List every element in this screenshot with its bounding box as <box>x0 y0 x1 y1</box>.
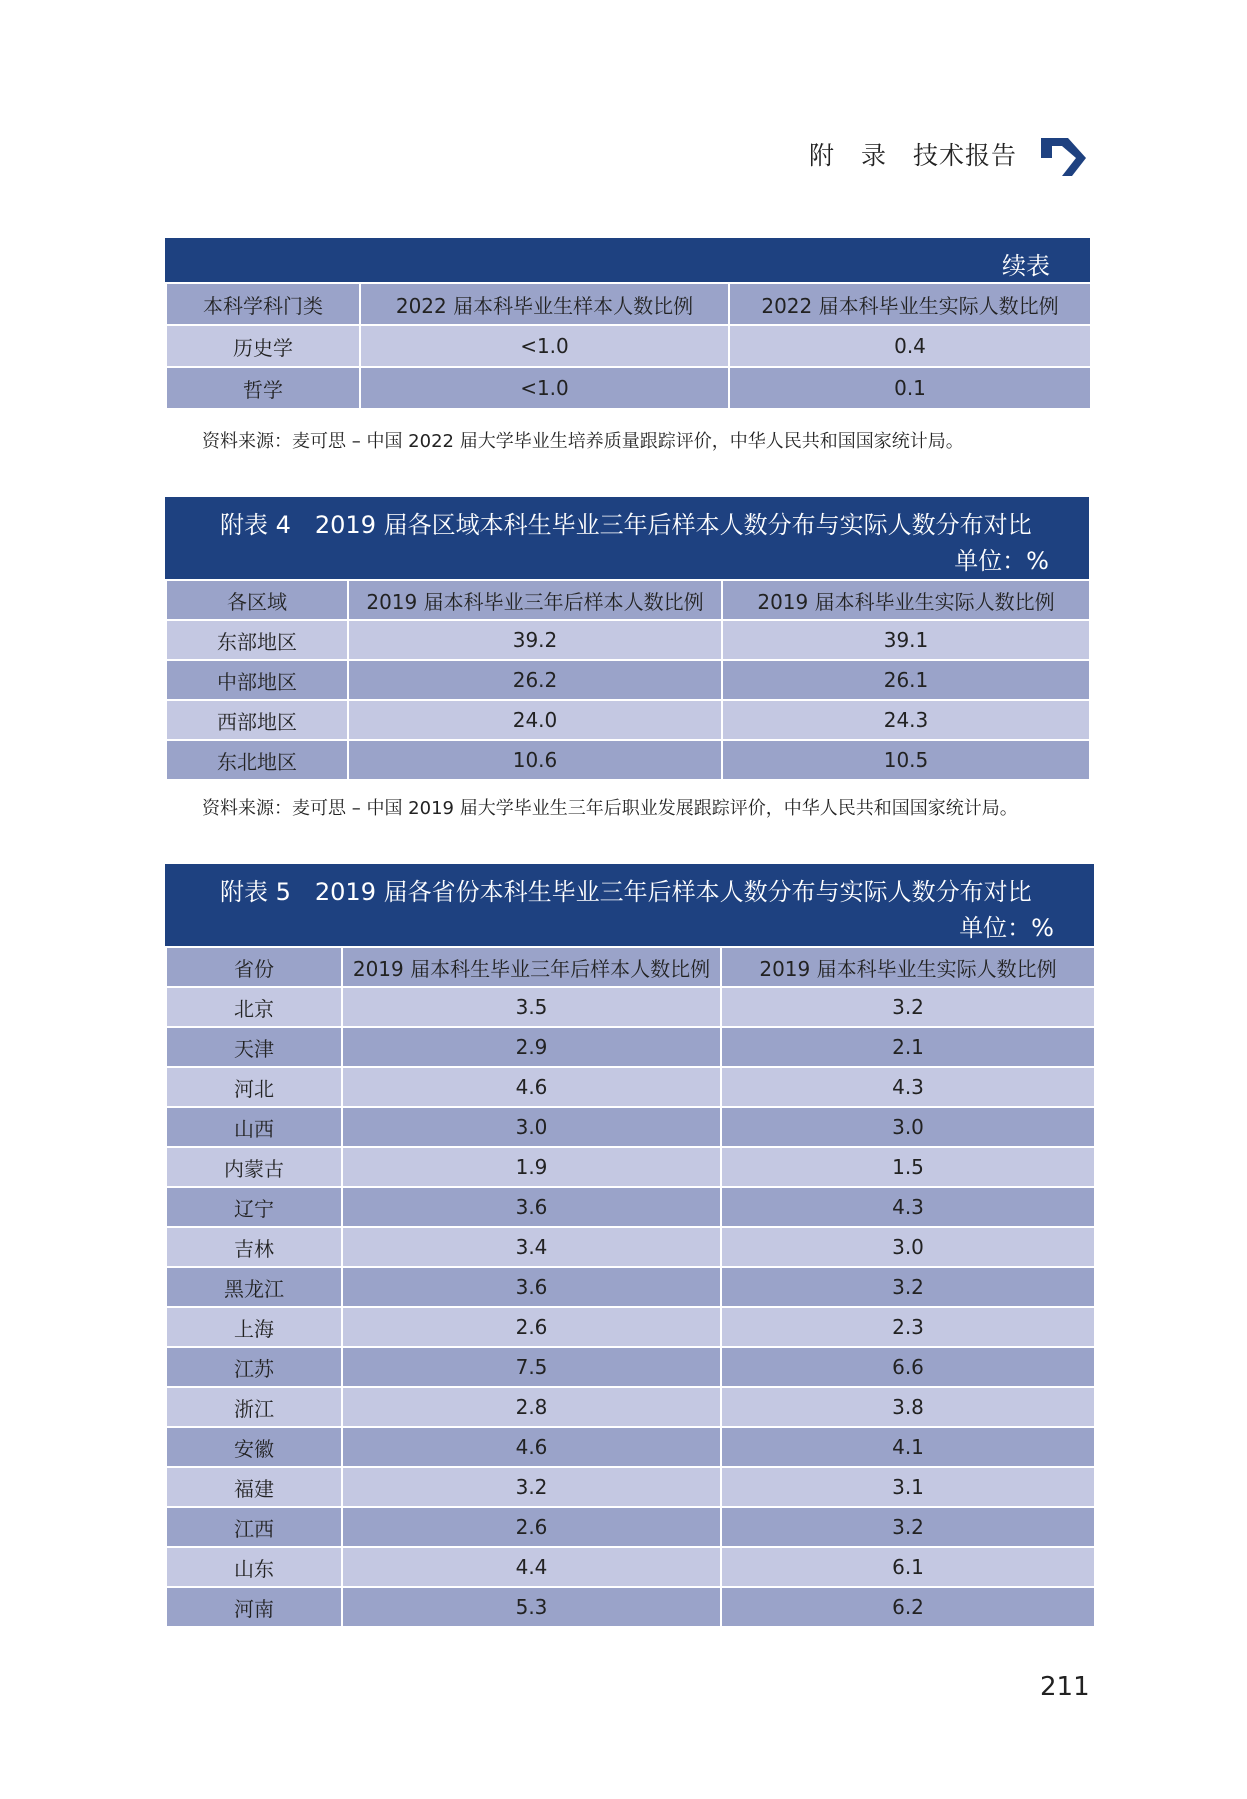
header-cell: 各区域 <box>166 580 348 620</box>
continued-table-caption: 续表 <box>1002 252 1050 280</box>
table-row <box>166 660 1090 700</box>
table-cell: 4.1 <box>721 1427 1095 1467</box>
table-cell: 东北地区 <box>166 740 348 780</box>
table-cell: 3.0 <box>721 1107 1095 1147</box>
table-cell: 江西 <box>166 1507 342 1547</box>
table-cell: 河北 <box>166 1067 342 1107</box>
table-cell: 7.5 <box>342 1347 721 1387</box>
table-cell: 辽宁 <box>166 1187 342 1227</box>
table-cell: 西部地区 <box>166 700 348 740</box>
table-cell: 6.6 <box>721 1347 1095 1387</box>
table-cell: 3.0 <box>342 1107 721 1147</box>
table-row <box>166 1067 1095 1107</box>
table-5-title: 附表 5 2019 届各省份本科生毕业三年后样本人数分布与实际人数分布对比 <box>220 878 1032 906</box>
continued-table-grid <box>165 282 1092 410</box>
table-cell: 历史学 <box>166 325 360 367</box>
table-row <box>166 1467 1095 1507</box>
table-cell: 5.3 <box>342 1587 721 1627</box>
table-row <box>166 1387 1095 1427</box>
table-cell: 中部地区 <box>166 660 348 700</box>
header-cell: 2019 届本科生毕业三年后样本人数比例 <box>342 947 721 987</box>
table-cell: 3.2 <box>721 1267 1095 1307</box>
table-cell: 1.5 <box>721 1147 1095 1187</box>
header-cell: 2022 届本科毕业生实际人数比例 <box>729 283 1091 325</box>
table-cell: 3.8 <box>721 1387 1095 1427</box>
table-row <box>166 1147 1095 1187</box>
chapter-arrow-icon <box>1038 134 1094 178</box>
table-4-title-bar <box>165 497 1089 579</box>
table-row <box>166 740 1090 780</box>
continued-table-source: 资料来源：麦可思 – 中国 2022 届大学毕业生培养质量跟踪评价，中华人民共和国国家统计局。 <box>202 431 964 452</box>
table-4-title: 附表 4 2019 届各区域本科生毕业三年后样本人数分布与实际人数分布对比 <box>220 511 1032 539</box>
table-cell: 3.4 <box>342 1227 721 1267</box>
table-row <box>166 367 1091 409</box>
table-cell: 山西 <box>166 1107 342 1147</box>
table-cell: 吉林 <box>166 1227 342 1267</box>
table-cell: 上海 <box>166 1307 342 1347</box>
table-cell: 内蒙古 <box>166 1147 342 1187</box>
table-cell: 福建 <box>166 1467 342 1507</box>
continued-table <box>165 238 1090 410</box>
table-row <box>166 1267 1095 1307</box>
table-cell: 4.4 <box>342 1547 721 1587</box>
table-row <box>166 1307 1095 1347</box>
table-cell: 东部地区 <box>166 620 348 660</box>
table-cell: 10.5 <box>722 740 1090 780</box>
header-section: 附 录 <box>808 141 887 170</box>
continued-table-caption-bar <box>165 238 1090 282</box>
table-cell: 6.2 <box>721 1587 1095 1627</box>
header-chapter: 技术报告 <box>912 141 1017 170</box>
table-cell: 39.1 <box>722 620 1090 660</box>
table-cell: 3.1 <box>721 1467 1095 1507</box>
table-cell: 3.2 <box>721 1507 1095 1547</box>
table-4-grid <box>165 579 1091 781</box>
table-row <box>166 1547 1095 1587</box>
table-header-row <box>166 283 1091 325</box>
table-cell: 4.3 <box>721 1187 1095 1227</box>
header-cell: 省份 <box>166 947 342 987</box>
table-cell: 4.6 <box>342 1427 721 1467</box>
header-cell: 2019 届本科毕业生实际人数比例 <box>721 947 1095 987</box>
table-5-grid <box>165 946 1096 1628</box>
table-row <box>166 620 1090 660</box>
table-cell: <1.0 <box>360 367 729 409</box>
table-cell: 北京 <box>166 987 342 1027</box>
header-cell: 2022 届本科毕业生样本人数比例 <box>360 283 729 325</box>
table-cell: 山东 <box>166 1547 342 1587</box>
table-cell: 2.6 <box>342 1307 721 1347</box>
running-header <box>809 136 1017 172</box>
table-cell: 3.6 <box>342 1267 721 1307</box>
table-row <box>166 1027 1095 1067</box>
table-cell: 哲学 <box>166 367 360 409</box>
table-4-unit: 单位：% <box>954 547 1049 575</box>
header-cell: 本科学科门类 <box>166 283 360 325</box>
table-cell: 0.1 <box>729 367 1091 409</box>
table-cell: 26.1 <box>722 660 1090 700</box>
table-cell: 10.6 <box>348 740 722 780</box>
table-cell: 3.5 <box>342 987 721 1027</box>
table-4-source: 资料来源：麦可思 – 中国 2019 届大学毕业生三年后职业发展跟踪评价，中华人民共和国国家统计局。 <box>202 798 1018 819</box>
table-cell: 2.8 <box>342 1387 721 1427</box>
table-cell: 1.9 <box>342 1147 721 1187</box>
table-5 <box>165 864 1094 1628</box>
table-cell: 39.2 <box>348 620 722 660</box>
table-cell: 3.2 <box>342 1467 721 1507</box>
table-cell: 江苏 <box>166 1347 342 1387</box>
table-cell: 24.0 <box>348 700 722 740</box>
table-cell: 24.3 <box>722 700 1090 740</box>
table-cell: 安徽 <box>166 1427 342 1467</box>
table-cell: 2.1 <box>721 1027 1095 1067</box>
table-cell: 0.4 <box>729 325 1091 367</box>
table-cell: 浙江 <box>166 1387 342 1427</box>
table-cell: 2.3 <box>721 1307 1095 1347</box>
table-row <box>166 1187 1095 1227</box>
header-cell: 2019 届本科毕业生实际人数比例 <box>722 580 1090 620</box>
table-cell: 3.6 <box>342 1187 721 1227</box>
header-cell: 2019 届本科毕业三年后样本人数比例 <box>348 580 722 620</box>
table-row <box>166 1107 1095 1147</box>
table-header-row <box>166 947 1095 987</box>
table-row <box>166 1587 1095 1627</box>
table-row <box>166 700 1090 740</box>
table-cell: <1.0 <box>360 325 729 367</box>
table-5-unit: 单位：% <box>959 914 1054 942</box>
table-row <box>166 1347 1095 1387</box>
table-cell: 3.0 <box>721 1227 1095 1267</box>
table-row <box>166 1227 1095 1267</box>
table-cell: 6.1 <box>721 1547 1095 1587</box>
table-row <box>166 325 1091 367</box>
table-row <box>166 987 1095 1027</box>
table-cell: 3.2 <box>721 987 1095 1027</box>
table-cell: 2.6 <box>342 1507 721 1547</box>
table-4 <box>165 497 1089 781</box>
table-cell: 4.6 <box>342 1067 721 1107</box>
table-cell: 2.9 <box>342 1027 721 1067</box>
table-header-row <box>166 580 1090 620</box>
table-row <box>166 1427 1095 1467</box>
table-cell: 黑龙江 <box>166 1267 342 1307</box>
table-cell: 26.2 <box>348 660 722 700</box>
table-row <box>166 1507 1095 1547</box>
table-cell: 4.3 <box>721 1067 1095 1107</box>
page-number: 211 <box>1040 1672 1090 1702</box>
table-cell: 天津 <box>166 1027 342 1067</box>
table-5-title-bar <box>165 864 1094 946</box>
table-cell: 河南 <box>166 1587 342 1627</box>
